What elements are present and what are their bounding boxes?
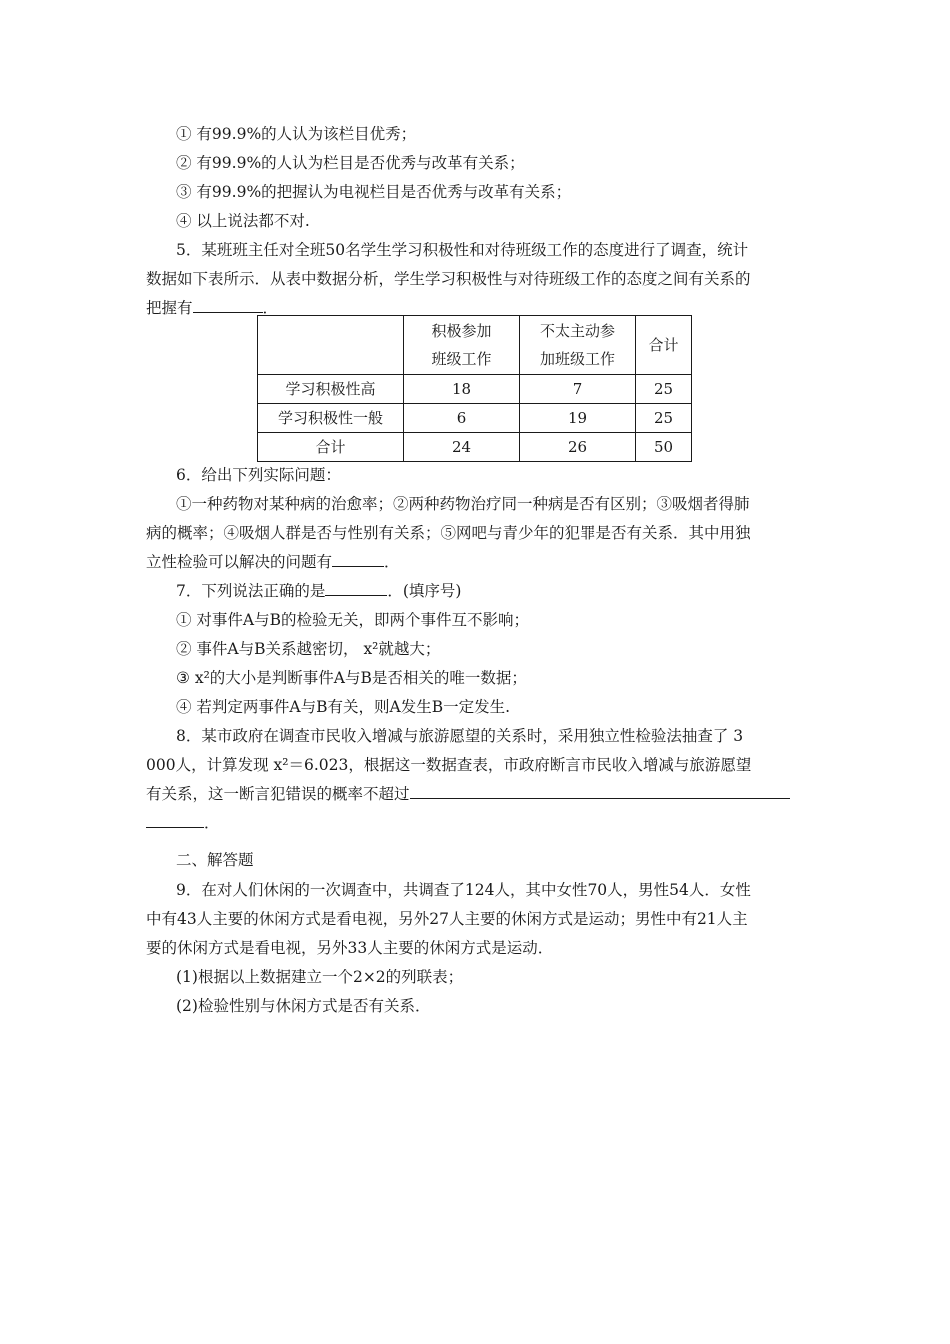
q6-text-line2: ①一种药物对某种病的治愈率；②两种药物治疗同一种病是否有区别；③吸烟者得肺	[176, 495, 750, 513]
q8-answer-blank	[410, 784, 790, 799]
table-cell: 26	[520, 433, 636, 462]
q7-option-3: ③ x²的大小是判断事件A与B是否相关的唯一数据；	[176, 669, 527, 687]
table-cell: 合计	[258, 433, 404, 462]
header-line: 加班级工作	[539, 350, 615, 368]
header-line: 班级工作	[431, 350, 492, 368]
table-header-cell	[520, 316, 636, 375]
q8-text-line2: 000人，计算发现 x²＝6.023，根据这一数据查表，市政府断言市民收入增减与旅游愿望	[146, 756, 752, 774]
q5-text-line2: 数据如下表所示．从表中数据分析，学生学习积极性与对待班级工作的态度之间有关系的	[146, 270, 751, 288]
table-cell: 19	[520, 404, 636, 433]
q4-option-4: ④ 以上说法都不对.	[176, 212, 310, 230]
q9-sub-question-1: (1)根据以上数据建立一个2×2的列联表；	[176, 968, 464, 986]
q8-answer-blank-cont	[146, 813, 204, 828]
q6-line4-suffix: ．	[384, 553, 400, 571]
section-heading: 二、解答题	[176, 851, 254, 869]
q7-option-4: ④ 若判定两事件A与B有关，则A发生B一定发生.	[176, 698, 511, 716]
q4-option-1: ① 有99.9%的人认为该栏目优秀；	[176, 125, 417, 143]
table-header-cell	[404, 316, 520, 375]
table-row	[258, 433, 692, 462]
q4-option-2: ② 有99.9%的人认为栏目是否优秀与改革有关系；	[176, 154, 525, 172]
q7-answer-blank	[325, 581, 387, 596]
table-cell: 6	[404, 404, 520, 433]
q6-text-line1: 6．给出下列实际问题：	[176, 466, 341, 484]
q5-answer-blank	[193, 298, 263, 313]
q7-option-1: ① 对事件A与B的检验无关，即两个事件互不影响；	[176, 611, 530, 629]
q8-text-line1: 8．某市政府在调查市民收入增减与旅游愿望的关系时，采用独立性检验法抽查了 3	[176, 727, 744, 745]
table-cell: 18	[404, 375, 520, 404]
q9-text-line2: 中有43人主要的休闲方式是看电视，另外27人主要的休闲方式是运动；男性中有21人主	[146, 910, 748, 928]
q6-text-line3: 病的概率；④吸烟人群是否与性别有关系；⑤网吧与青少年的犯罪是否有关系．其中用独	[146, 524, 751, 542]
q7-line1-suffix: ．(填序号)	[387, 582, 462, 600]
table-cell: 25	[636, 375, 692, 404]
q9-text-line3: 要的休闲方式是看电视，另外33人主要的休闲方式是运动．	[146, 939, 554, 957]
q7-line1-prefix: 7．下列说法正确的是	[176, 582, 326, 600]
q6-answer-blank	[332, 552, 384, 567]
q8-line3-prefix: 有关系，这一断言犯错误的概率不超过	[146, 785, 410, 803]
header-line: 不太主动参	[539, 322, 615, 340]
table-cell: 学习积极性高	[258, 375, 404, 404]
table-cell: 50	[636, 433, 692, 462]
q6-line4-prefix: 立性检验可以解决的问题有	[146, 553, 333, 571]
header-line: 积极参加	[431, 322, 492, 340]
table-header-cell: 合计	[636, 316, 692, 375]
table-header-row	[258, 316, 692, 375]
q8-text-line4	[146, 813, 220, 833]
q8-line4-suffix: ．	[204, 814, 220, 832]
table-cell: 7	[520, 375, 636, 404]
q6-text-line4	[146, 552, 400, 572]
q7-option-2: ② 事件A与B关系越密切， x²就越大；	[176, 640, 441, 658]
table-row	[258, 404, 692, 433]
q5-text-line1: 5．某班班主任对全班50名学生学习积极性和对待班级工作的态度进行了调查，统计	[176, 241, 749, 259]
q5-line3-suffix: ．	[262, 299, 279, 317]
table-row	[258, 375, 692, 404]
q7-text-line1	[176, 581, 461, 601]
q5-line3-prefix: 把握有	[146, 299, 193, 317]
q5-data-table	[257, 315, 692, 462]
q9-text-line1: 9．在对人们休闲的一次调查中，共调查了124人，其中女性70人，男性54人．女性	[176, 881, 751, 899]
table-header-cell	[258, 316, 404, 375]
q4-option-3: ③ 有99.9%的把握认为电视栏目是否优秀与改革有关系；	[176, 183, 572, 201]
table-cell: 25	[636, 404, 692, 433]
table-cell: 24	[404, 433, 520, 462]
table-cell: 学习积极性一般	[258, 404, 404, 433]
q9-sub-question-2: (2)检验性别与休闲方式是否有关系．	[176, 997, 431, 1015]
q8-text-line3	[146, 784, 790, 804]
